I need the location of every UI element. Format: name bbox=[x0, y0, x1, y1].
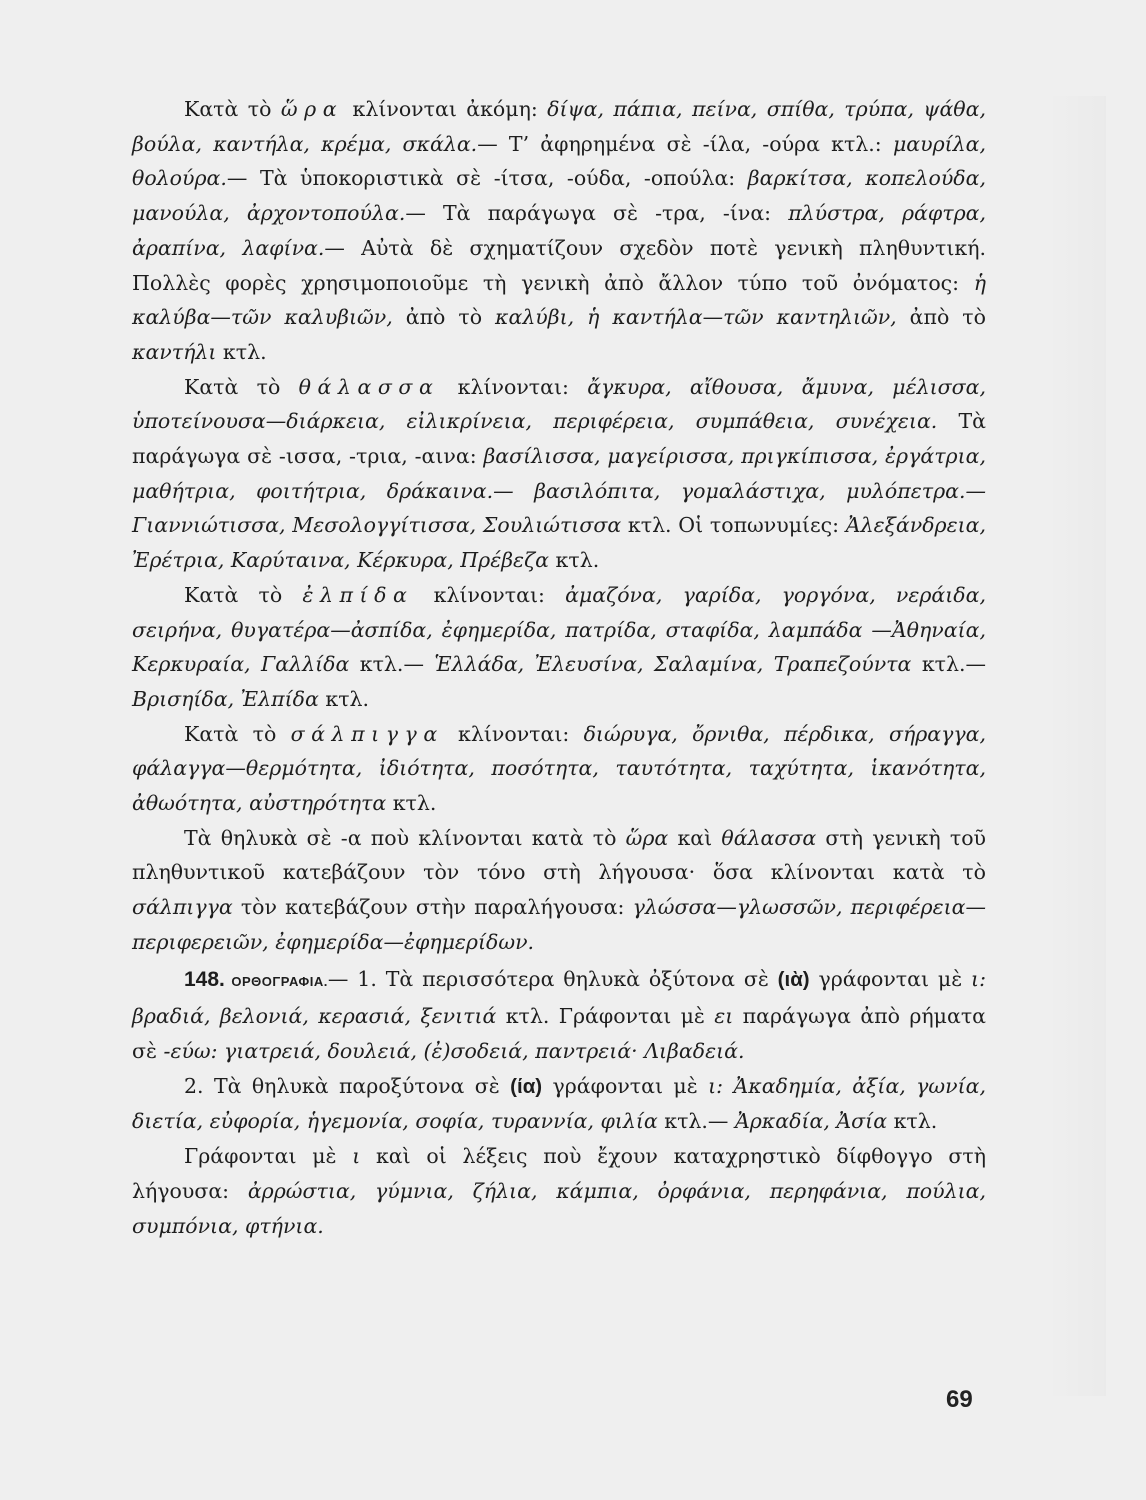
text-run: κτλ. bbox=[887, 1109, 938, 1134]
italic-run: δίψα, πάπια, πείνα, σπίθα, τρύπα, ψάθα, βούλα, καντήλα, κρέμα, σκάλα. bbox=[132, 97, 987, 156]
paragraph-ora bbox=[132, 92, 986, 370]
spaced-term: θάλασσα bbox=[298, 374, 440, 399]
text-run: — Τὰ ὑποκοριστικὰ σὲ -ίτσα, -ούδα, -οπούλα: bbox=[226, 166, 748, 191]
italic-run: γλώσσα—γλωσσῶν, περιφέρεια—περιφερειῶν, ἐφημερίδα—ἐφημερίδων. bbox=[132, 895, 986, 954]
text-run: κτλ. bbox=[549, 548, 600, 573]
text-run: κτλ. bbox=[386, 791, 437, 816]
text-run: — Αὐτὰ δὲ σχηματίζουν σχεδὸν ποτὲ γενικὴ πληθυντική. Πολλὲς φορὲς χρησιμοποιοῦμε τὴ γενικὴ ἀπὸ ἄλλον τύπο τοῦ ὀνόματος: bbox=[132, 235, 986, 295]
text-run: γράφονται μὲ bbox=[542, 1073, 709, 1098]
spaced-term: ἐλπίδα bbox=[302, 582, 414, 607]
text-run: Κατὰ τὸ bbox=[184, 721, 291, 746]
paragraph-diphthong-rule bbox=[132, 1139, 986, 1243]
italic-run: Βρισηίδα, Ἐλπίδα bbox=[132, 686, 319, 711]
bold-run: (ιὰ) bbox=[777, 967, 810, 991]
italic-run: θάλασσα bbox=[721, 825, 817, 850]
text-run: κτλ. Γράφονται μὲ bbox=[496, 1004, 715, 1029]
paragraph-salpinga bbox=[132, 717, 986, 821]
paragraph-ia-rule bbox=[132, 1069, 986, 1139]
bold-run: (ία) bbox=[510, 1074, 543, 1098]
text-run: κτλ.— bbox=[349, 652, 435, 677]
paragraph-genitive-accent bbox=[132, 821, 986, 960]
italic-run: ἄγκυρα, αἴθουσα, ἄμυνα, μέλισσα, ὑποτείνουσα—διάρκεια, εἰλικρίνεια, περιφέρεια, συμπάθεια, συνέχεια. bbox=[132, 374, 987, 434]
italic-run: καλύβι, ἡ καντήλα—τῶν καντηλιῶν, bbox=[495, 305, 897, 330]
text-run: κλίνονται: bbox=[413, 582, 566, 607]
text-run: κτλ.— bbox=[911, 652, 986, 677]
section-148-orthography bbox=[132, 962, 986, 1069]
spaced-term: ὥρα bbox=[280, 97, 344, 121]
italic-run: σάλπιγγα bbox=[132, 895, 233, 920]
text-run: κτλ. Οἱ τοπωνυμίες: bbox=[621, 513, 846, 538]
paragraph-elpida bbox=[132, 578, 986, 717]
italic-run: μαυρίλα, θολούρα. bbox=[132, 131, 987, 191]
section-title: ΟΡΘΟΓΡΑΦΙΑ. bbox=[224, 973, 328, 989]
italic-run: ει bbox=[714, 1004, 734, 1029]
text-run: ἀπὸ τὸ bbox=[896, 305, 986, 330]
text-run: — Τὰ παράγωγα σὲ -τρα, -ίνα: bbox=[405, 201, 789, 226]
italic-run: διώρυγα, ὄρνιθα, πέρδικα, σήραγγα, φάλαγγα—θερμότητα, ἰδιότητα, ποσότητα, ταυτότητα, ταχύτητα, ἱκανότητα, ἀθωότητα, αὐστηρότητα bbox=[132, 721, 986, 816]
text-run: 2. Τὰ θηλυκὰ παροξύτονα σὲ bbox=[184, 1073, 511, 1098]
text-run: — Τ’ ἀφηρημένα σὲ -ίλα, -ούρα κτλ.: bbox=[477, 131, 893, 156]
text-run: Τὰ παράγωγα σὲ -ισσα, -τρια, -αινα: bbox=[132, 409, 986, 469]
italic-run: Ἀλεξάνδρεια, Ἐρέτρια, Καρύταινα, Κέρκυρα, Πρέβεζα bbox=[132, 513, 986, 573]
text-run: γράφονται μὲ bbox=[809, 966, 972, 991]
italic-run: ι: βραδιά, βελονιά, κερασιά, ξενιτιά bbox=[132, 966, 986, 1029]
italic-run: Ἀρκαδία, Ἀσία bbox=[734, 1109, 888, 1134]
section-number: 148. bbox=[184, 967, 225, 991]
paragraph-thalassa bbox=[132, 370, 986, 578]
italic-run: ἀμαζόνα, γαρίδα, γοργόνα, νεράιδα, σειρήνα, θυγατέρα—ἀσπίδα, ἐφημερίδα, πατρίδα, σταφίδα, λαμπάδα —Ἀθηναία, Κερκυραία, Γαλλίδα bbox=[132, 582, 986, 677]
text-run: παράγωγα ἀπὸ ρήματα σὲ bbox=[132, 1004, 987, 1063]
body-text bbox=[132, 92, 986, 1243]
show-through-shadow bbox=[1046, 96, 1106, 1396]
text-run: καὶ bbox=[668, 825, 722, 850]
italic-run: βαρκίτσα, κοπελούδα, μανούλα, ἀρχοντοπούλα. bbox=[132, 166, 987, 226]
text-run: κτλ.— bbox=[657, 1109, 735, 1134]
text-run: καὶ οἱ λέξεις ποὺ ἔχουν καταχρηστικὸ δίφθογγο στὴ λήγουσα: bbox=[132, 1144, 986, 1203]
italic-run: -εύω: γιατρειά, δουλειά, (ἐ)σοδειά, παντρειά· Λιβαδειά. bbox=[163, 1038, 745, 1063]
italic-run: ι bbox=[352, 1144, 361, 1169]
italic-run: ὥρα bbox=[625, 825, 669, 850]
text-run: ἀπὸ τὸ bbox=[392, 305, 496, 330]
text-run: κλίνονται: bbox=[439, 374, 588, 399]
text-run: Τὰ θηλυκὰ σὲ -α ποὺ κλίνονται κατὰ τὸ bbox=[184, 825, 626, 850]
text-run: τὸν κατεβάζουν στὴν παραλήγουσα: bbox=[232, 895, 633, 920]
text-run: Κατὰ τὸ bbox=[184, 374, 299, 399]
text-run: κτλ. bbox=[216, 339, 267, 364]
text-run: Κατὰ τὸ bbox=[184, 97, 281, 121]
text-run: κλίνονται: bbox=[443, 721, 584, 746]
page-number: 69 bbox=[946, 1386, 973, 1413]
italic-run: βασίλισσα, μαγείρισσα, πριγκίπισσα, ἐργάτρια, μαθήτρια, φοιτήτρια, δράκαινα.— βασιλόπιτα, γομαλάστιχα, μυλόπετρα.—Γιαννιώτισσα, Μεσολογγίτισσα, Σουλιώτισσα bbox=[132, 444, 986, 538]
text-run: Γράφονται μὲ bbox=[184, 1144, 353, 1169]
text-run: — 1. Τὰ περισσότερα θηλυκὰ ὀξύτονα σὲ bbox=[327, 966, 778, 991]
italic-run: ι: Ἀκαδημία, ἀξία, γωνία, διετία, εὐφορία, ἡγεμονία, σοφία, τυραννία, φιλία bbox=[132, 1073, 987, 1134]
spaced-term: σάλπιγγα bbox=[290, 721, 444, 746]
text-run: κτλ. bbox=[318, 686, 370, 711]
italic-run: ἡ καλύβα—τῶν καλυβιῶν, bbox=[132, 270, 986, 330]
text-run: κλίνονται ἀκόμη: bbox=[343, 97, 548, 121]
text-run: Κατὰ τὸ bbox=[184, 582, 303, 607]
italic-run: ἀρρώστια, γύμνια, ζήλια, κάμπια, ὀρφάνια, περηφάνια, πούλια, συμπόνια, φτήνια. bbox=[132, 1178, 986, 1238]
text-run: στὴ γενικὴ τοῦ πληθυντικοῦ κατεβάζουν τὸν τόνο στὴ λήγουσα· ὅσα κλίνονται κατὰ τὸ bbox=[132, 825, 987, 885]
italic-run: Ἑλλάδα, Ἐλευσίνα, Σαλαμίνα, Τραπεζούντα bbox=[434, 652, 912, 677]
italic-run: καντήλι bbox=[132, 339, 217, 364]
italic-run: πλύστρα, ράφτρα, ἀραπίνα, λαφίνα. bbox=[132, 201, 986, 260]
